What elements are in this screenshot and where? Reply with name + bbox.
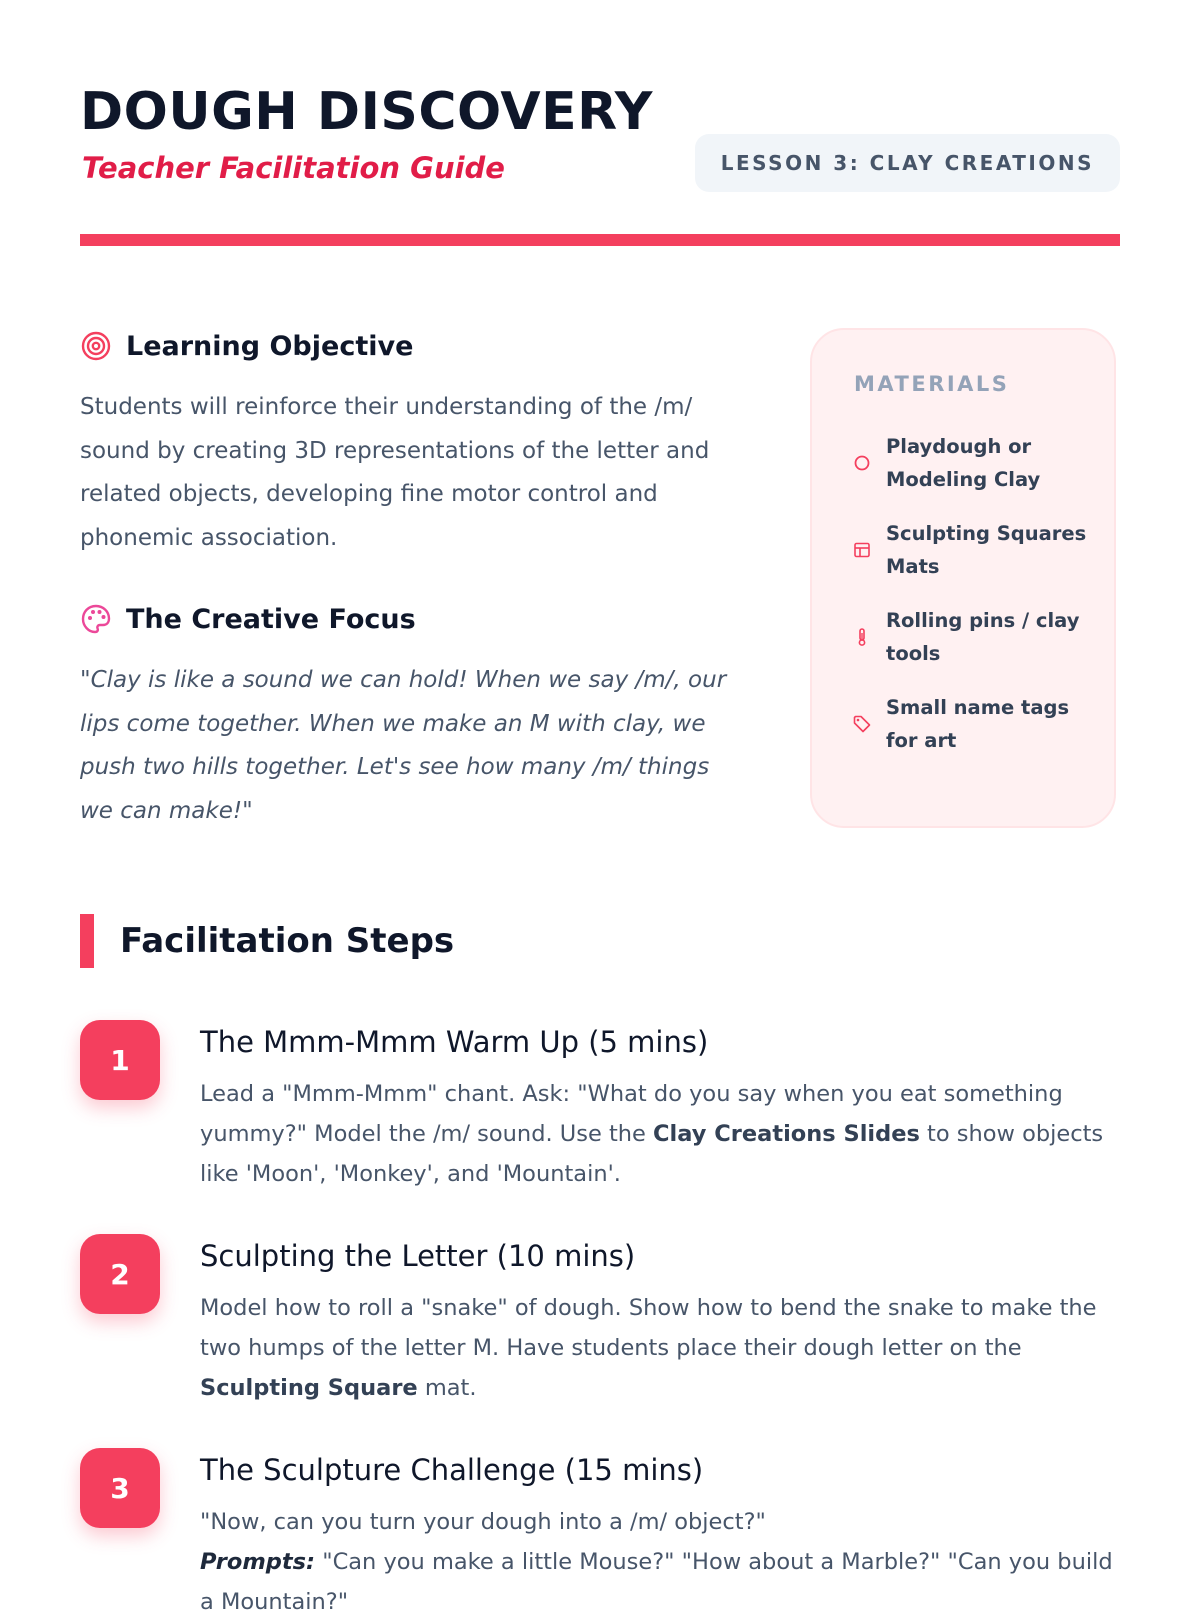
step-body-highlight: Sculpting Square [200, 1375, 418, 1401]
step-number-badge: 2 [80, 1234, 160, 1314]
circle-icon [852, 453, 872, 473]
list-item [852, 517, 1092, 583]
header-divider [80, 234, 1120, 246]
tool-icon [852, 627, 872, 647]
step-title: The Sculpture Challenge (15 mins) [200, 1453, 704, 1487]
tag-icon [852, 714, 872, 734]
objective-heading-label: Learning Objective [126, 330, 414, 362]
materials-title: MATERIALS [854, 372, 1010, 396]
step-body [200, 1502, 1120, 1622]
square-mat-icon [852, 540, 872, 560]
step-body-highlight: Clay Creations Slides [653, 1121, 920, 1147]
focus-heading-label: The Creative Focus [126, 603, 416, 635]
materials-list [852, 430, 1092, 778]
step-body-text: "Now, can you turn your dough into a /m/ object?" [200, 1509, 766, 1535]
palette-icon [80, 603, 112, 635]
material-label: Small name tags for art [886, 696, 1070, 752]
steps-title: Facilitation Steps [120, 921, 455, 961]
step-body-text: to show objects like 'Moon', 'Monkey', and 'Mountain'. [200, 1121, 1104, 1187]
step-body-text: mat. [417, 1375, 477, 1401]
page-title: DOUGH DISCOVERY [80, 82, 653, 142]
objective-heading [80, 330, 413, 362]
material-label: Playdough or Modeling Clay [886, 435, 1041, 491]
step-title: The Mmm-Mmm Warm Up (5 mins) [200, 1025, 709, 1059]
step-prompts [200, 1542, 1120, 1622]
focus-quote: "Clay is like a sound we can hold! When we say /m/, our lips come together. When we make an M with clay, we push two hills together. Let's see how many /m/ things we can make!" [80, 667, 727, 824]
list-item [852, 430, 1092, 496]
prompts-label: Prompts: [200, 1549, 316, 1575]
material-label: Rolling pins / clay tools [886, 609, 1080, 665]
list-item [852, 691, 1092, 757]
step-title: Sculpting the Letter (10 mins) [200, 1239, 636, 1273]
page-subtitle: Teacher Facilitation Guide [82, 151, 505, 185]
step-number-badge: 1 [80, 1020, 160, 1100]
list-item [852, 604, 1092, 670]
materials-card [810, 328, 1116, 828]
lesson-badge: LESSON 3: CLAY CREATIONS [695, 134, 1120, 192]
steps-heading [80, 914, 454, 968]
steps-heading-accent [80, 914, 94, 968]
step-number-badge: 3 [80, 1448, 160, 1528]
lesson-guide-page [80, 0, 1120, 1615]
focus-heading [80, 603, 416, 635]
material-label: Sculpting Squares Mats [886, 522, 1087, 578]
step-body-text: Model how to roll a "snake" of dough. Show how to bend the snake to make the two humps of the letter M. Have students place their dough letter on the [200, 1295, 1097, 1361]
target-icon [80, 330, 112, 362]
step-body-text: Lead a "Mmm-Mmm" chant. Ask: "What do you say when you eat something yummy?" Model the /m/ sound. Use the [200, 1081, 1063, 1147]
objective-text: Students will reinforce their understanding of the /m/ sound by creating 3D representations of the letter and related objects, developing fine motor control and phonemic association. [80, 394, 710, 551]
step-body [200, 1288, 1120, 1408]
step-body [200, 1074, 1120, 1194]
prompts-text: "Can you make a little Mouse?" "How about a Marble?" "Can you build a Mountain?" [200, 1549, 1113, 1615]
